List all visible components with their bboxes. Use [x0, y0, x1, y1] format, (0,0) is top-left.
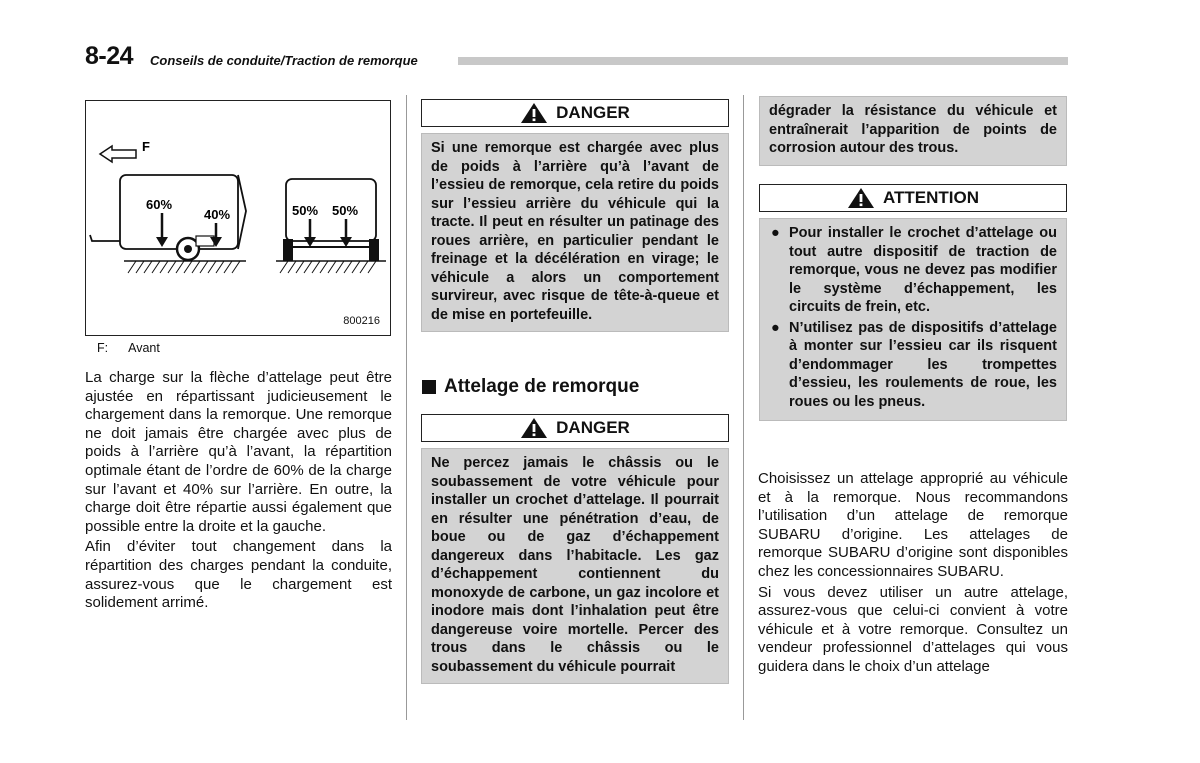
- rear-wheel-left: [283, 239, 293, 261]
- load-arrow-right: [340, 237, 352, 247]
- danger-header: [421, 414, 729, 442]
- column-3-text: [758, 470, 1068, 679]
- attention-box: [759, 184, 1067, 421]
- front-arrow-icon: [100, 146, 136, 162]
- attention-text: [759, 218, 1067, 421]
- page-header: [85, 42, 1070, 72]
- caption-value: Avant: [128, 341, 160, 355]
- danger-text: Si une remorque est chargée avec plus de poids à l’arrière qu’à l’avant de l’essieu de remorque, cela retire du poids sur l’essieu arrière du véhicule qui la tracte. Il peut en résulter un patinage des roues arrière, en particulier pendant le freinage et la décélération en virage; le véhicule a alors un comportement survireur, avec risque de tête-à-queue et de mise en portefeuille.: [421, 133, 729, 332]
- danger-text: Ne percez jamais le châssis ou le soubassement de votre véhicule pour installer un crochet d’attelage. Il pourrait en résulter une pénétration d’eau, de boue ou de gaz d’échappement dangereux dans l’habitacle. Les gaz d’échappement contiennent du monoxyde de carbone, un gaz incolore et inodore mais dont l’inhalation peut être dangereuse voire mortelle. Percer des trous dans le châssis ou le soubassement du véhicule pourrait: [421, 448, 729, 684]
- pct-label-right: 50%: [332, 203, 359, 218]
- danger-box-1: [421, 99, 729, 332]
- warning-triangle-icon: [520, 102, 548, 124]
- column-divider-1: [406, 95, 407, 720]
- bullet-icon: ●: [771, 319, 780, 336]
- load-arrow-left: [304, 237, 316, 247]
- rear-wheel-right: [369, 239, 379, 261]
- attention-list: [769, 224, 1057, 411]
- warning-triangle-icon: [520, 417, 548, 439]
- section-title: Conseils de conduite/Traction de remorque: [150, 53, 418, 68]
- trailer-load-figure: [85, 100, 391, 336]
- square-bullet-icon: [422, 380, 436, 394]
- column-1-text: [85, 369, 392, 615]
- paragraph: Afin d’éviter tout changement dans la répartition des charges pendant la conduite, assurez-vous que le chargement est solidement arrimé.: [85, 538, 392, 612]
- danger-box-2-continued: [759, 96, 1067, 166]
- paragraph: Choisissez un attelage approprié au véhicule et à la remorque. Nous recommandons l’utilisation d’un attelage de remorque SUBARU d’origine. Les attelages de remorque SUBARU d’origine sont disponibles chez les concessionnaires SUBARU.: [758, 470, 1068, 580]
- header-rule: [458, 57, 1068, 65]
- trailer-load-diagram: [86, 101, 392, 337]
- column-divider-2: [743, 95, 744, 720]
- caption-key: F:: [97, 341, 109, 355]
- list-item: ● Pour installer le crochet d’attelage ou tout autre dispositif de traction de remorque, vous ne devez pas modifier le système d’échappement, les circuits de frein, etc.: [771, 225, 1057, 315]
- paragraph: Si vous devez utiliser un autre attelage, assurez-vous que celui-ci convient à votre véhicule et à votre remorque. Consultez un vendeur professionnel d’attelages qui vous guidera dans le choix d’un attelage: [758, 583, 1068, 675]
- danger-title: DANGER: [556, 418, 630, 437]
- warning-triangle-icon: [847, 187, 875, 209]
- danger-box-2: [421, 414, 729, 684]
- attention-title: ATTENTION: [882, 188, 979, 207]
- danger-title: DANGER: [556, 103, 630, 122]
- attention-header: [759, 184, 1067, 212]
- subsection-title: Attelage de remorque: [444, 376, 640, 397]
- page-number: 8-24: [85, 42, 134, 70]
- figure-code: 800216: [343, 315, 380, 327]
- danger-header: [421, 99, 729, 127]
- figure-caption: [97, 341, 160, 355]
- pct-label-left: 50%: [292, 203, 319, 218]
- paragraph: La charge sur la flèche d’attelage peut être ajustée en répartissant judicieusement le chargement dans la remorque. Une remorque ne doit jamais être chargée avec plus de poids à l’arrière qu’à l’avant, la répartition optimale étant de l’ordre de 60% de la charge sur l’avant et 40% sur l’arrière. En outre, la charge doit être répartie aussi également que possible entre la droite et la gauche.: [85, 369, 392, 535]
- subsection-heading: [422, 376, 639, 398]
- pct-label-rear: 40%: [204, 207, 231, 222]
- list-item: ● N’utilisez pas de dispositifs d’attelage à monter sur l’essieu car ils risquent d’endommager les trompettes d’essieu, les roulements de roue, les roues ou les pneus.: [771, 319, 1057, 410]
- load-arrow-front: [156, 237, 168, 247]
- front-label: F: [142, 139, 150, 154]
- pct-label-front: 60%: [146, 197, 173, 212]
- tow-hitch: [90, 235, 120, 241]
- bullet-icon: ●: [771, 225, 780, 241]
- danger-text-continued: dégrader la résistance du véhicule et entraînerait l’apparition de points de corrosion autour des trous.: [759, 96, 1067, 166]
